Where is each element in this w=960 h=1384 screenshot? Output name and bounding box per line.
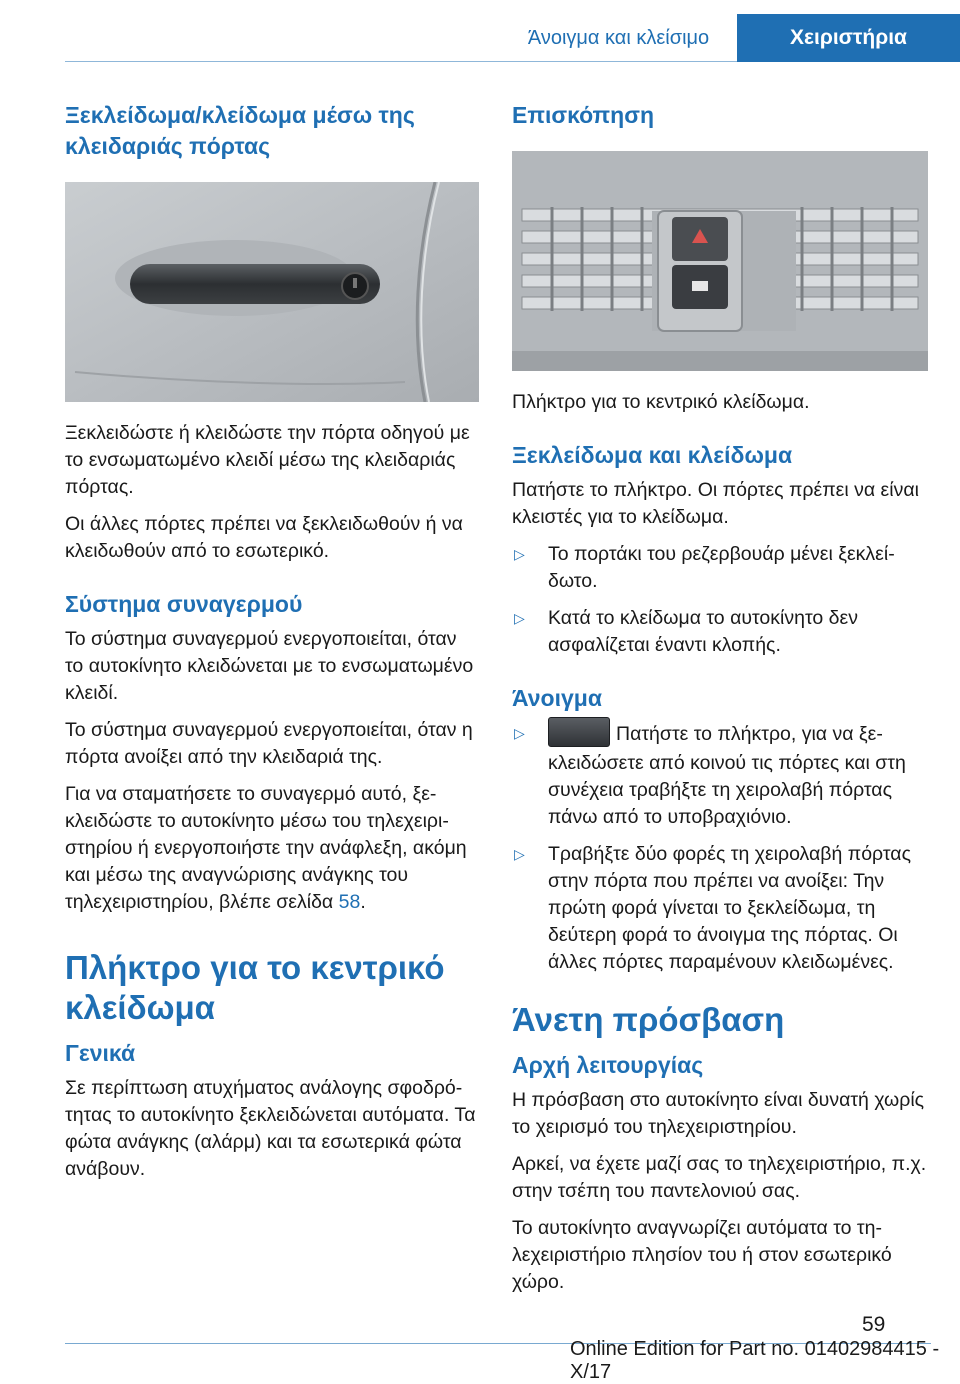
paragraph-alarm-3-text: Για να σταματήσετε το συναγερμό αυτό, ξεκλειδώστε το αυτοκίνητο μέσω του τηλεχειριστηρίου ή ενεργοποιήστε την ανάφλεξη, ακόμη και μέσω της αναγνώρισης ανάγκης του τηλεχειριστηρίου, βλέπε σελίδα — [65, 783, 467, 913]
paragraph-door-2: Οι άλλες πόρτες πρέπει να ξεκλειδωθούν ή να κλειδωθούν από το εσωτερικό. — [65, 513, 463, 562]
heading-central-lock: Πλήκτρο για το κεντρικό κλείδωμα — [65, 949, 445, 1026]
triangle-right-icon: ▷ — [514, 546, 525, 562]
list-item: ▷ Το πορτάκι του ρεζερβουάρ μένει ξεκλείδωτο. — [514, 543, 895, 592]
heading-general: Γενικά — [65, 1040, 136, 1066]
list-item: ▷ Πατήστε το πλήκτρο, για να ξεκλειδώσετε από κοινού τις πόρτες και στη συνέχεια τραβήξτε τη χειρολαβή πόρτας πάνω από το υποβραχιόνιο. — [512, 720, 928, 831]
door-handle-illustration — [65, 182, 479, 402]
central-lock-button-icon — [548, 717, 610, 747]
door-handle-figure — [65, 182, 479, 402]
heading-lock-unlock: Ξεκλείδωμα και κλείδωμα — [512, 442, 793, 468]
paragraph-alarm-2: Το σύστημα συναγερμού ενεργοποιείται, όταν η πόρτα ανοίξει από την κλειδαριά της. — [65, 719, 473, 768]
heading-comfort-access: Άνετη πρόσβαση — [512, 1001, 785, 1038]
figure-caption: Πλήκτρο για το κεντρικό κλείδωμα. — [512, 391, 810, 413]
paragraph-lock: Πατήστε το πλήκτρο. Οι πόρτες πρέπει να είναι κλειστές για το κλείδωμα. — [512, 479, 919, 528]
page-number: 59 — [862, 1313, 886, 1336]
paragraph-door-1: Ξεκλειδώστε ή κλειδώστε την πόρτα οδηγού με το ενσωματωμένο κλειδί μέσω της κλειδαριάς πόρτας. — [65, 422, 470, 498]
triangle-right-icon: ▷ — [514, 725, 525, 741]
heading-door-lock: Ξεκλείδωμα/κλείδωμα μέσω της κλειδαριάς πόρτας — [65, 102, 415, 159]
list-item: ▷ Κατά το κλείδωμα το αυτοκίνητο δεν ασφαλίζεται έναντι κλοπής. — [514, 607, 858, 656]
header-rule — [65, 61, 737, 62]
air-vent-illustration — [512, 151, 928, 371]
header-chapter-tab: Χειριστήρια — [737, 14, 960, 62]
paragraph-principle-3: Το αυτοκίνητο αναγνωρίζει αυτόματα το τηλεχειριστήριο πλησίον του ή στον εσωτερικό χώρο. — [512, 1217, 892, 1293]
heading-overview: Επισκόπηση — [512, 102, 654, 128]
opening-steps-list — [512, 720, 928, 976]
heading-principle: Αρχή λειτουργίας — [512, 1052, 704, 1078]
paragraph-principle-2: Αρκεί, να έχετε μαζί σας το τηλεχειριστήριο, π.χ. στην τσέπη του παντελονιού σας. — [512, 1153, 927, 1202]
paragraph-principle-1: Η πρόσβαση στο αυτοκίνητο είναι δυνατή χωρίς το χειρισμό του τηλεχειριστηρίου. — [512, 1089, 925, 1138]
triangle-right-icon: ▷ — [514, 610, 525, 626]
right-column — [512, 100, 928, 1306]
paragraph-alarm-1: Το σύστημα συναγερμού ενεργοποιείται, όταν το αυτοκίνητο κλειδώνεται με το ενσωματωμένο κλειδί. — [65, 628, 474, 704]
header-section-title: Άνοιγμα και κλείσιμο — [527, 27, 710, 49]
heading-opening: Άνοιγμα — [512, 685, 602, 711]
triangle-right-icon: ▷ — [514, 846, 525, 862]
paragraph-alarm-3 — [65, 781, 479, 916]
footer-edition: Online Edition for Part no. 01402984415 - X/17 — [570, 1338, 940, 1383]
left-column — [65, 100, 479, 1193]
paragraph-alarm-3-end: . — [360, 891, 366, 913]
page-reference-link[interactable]: 58 — [338, 891, 361, 913]
heading-alarm: Σύστημα συναγερμού — [65, 591, 303, 617]
central-lock-figure — [512, 151, 928, 371]
lock-notes-list — [512, 541, 928, 659]
page-header — [0, 0, 960, 60]
paragraph-general: Σε περίπτωση ατυχήματος ανάλογης σφοδρότητας το αυτοκίνητο ξεκλειδώνεται αυτόματα. Τα φώτα ανάγκης (αλάρμ) και τα εσωτερικά φώτα ανάβουν. — [65, 1077, 476, 1180]
list-item: ▷ Τραβήξτε δύο φορές τη χειρολαβή πόρτας στην πόρτα που πρέπει να ανοίξει: Την πρώτη φορά γίνεται το ξεκλείδωμα, τη δεύτερη φορά το άνοιγμα της πόρτας. Οι άλλες πόρτες παραμένουν κλειδωμένες. — [514, 843, 911, 973]
